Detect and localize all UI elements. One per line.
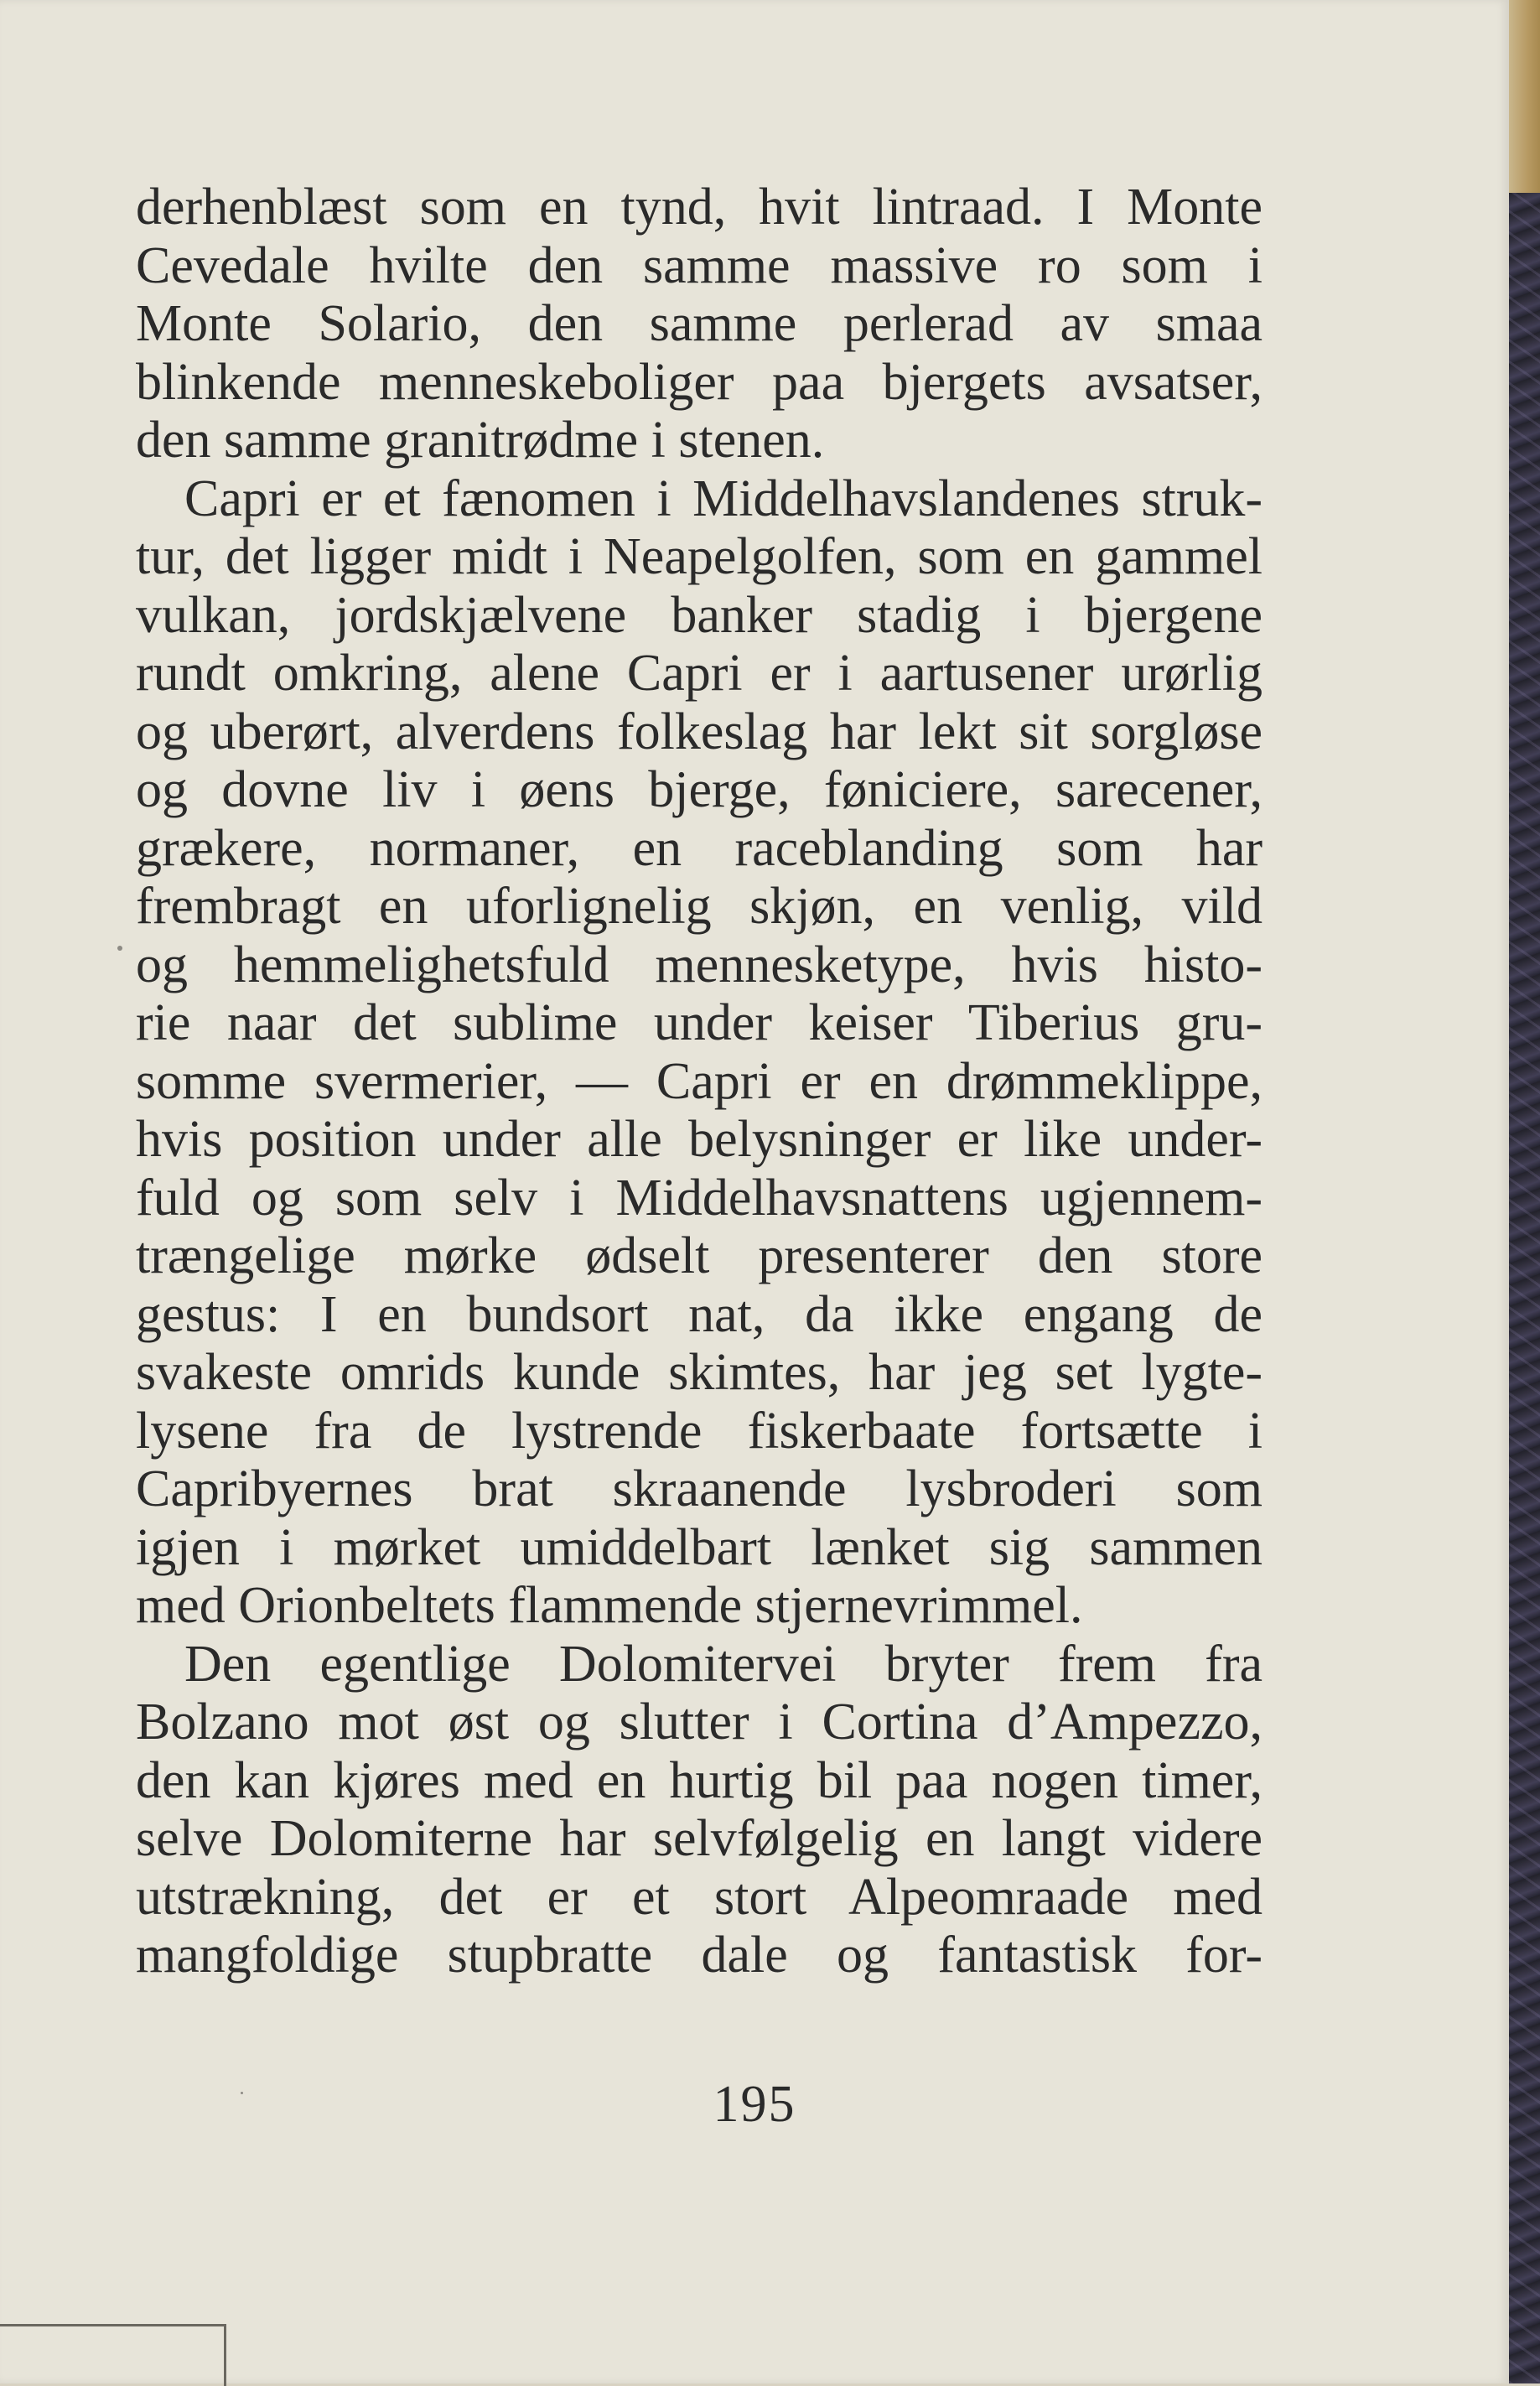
- text-line: rundt omkring, alene Capri er i aartusener urørlig: [136, 645, 1263, 702]
- text-line: vulkan, jordskjælvene banker stadig i bjergene: [136, 586, 1263, 644]
- text-line: den samme granitrødme i stenen.: [136, 412, 825, 469]
- text-line: frembragt en uforlignelig skjøn, en venlig, vild: [136, 878, 1263, 935]
- text-line: blinkende menneskeboliger paa bjergets avsatser,: [136, 353, 1263, 411]
- text-line: tur, det ligger midt i Neapelgolfen, som en gammel: [136, 528, 1263, 585]
- page-number: 195: [713, 2076, 796, 2133]
- text-line: hvis position under alle belysninger er like under-: [136, 1111, 1263, 1168]
- text-line: derhenblæst som en tynd, hvit lintraad. I Monte: [136, 179, 1263, 236]
- text-line: Capri er et fænomen i Middelhavslandenes struk-: [184, 469, 1263, 527]
- text-line: utstrækning, det er et stort Alpeomraade med: [136, 1868, 1263, 1926]
- text-line: gestus: I en bundsort nat, da ikke engang de: [136, 1285, 1263, 1343]
- ink-speck: [117, 946, 122, 951]
- text-line: Den egentlige Dolomitervei bryter frem fra: [184, 1635, 1263, 1693]
- text-line: og dovne liv i øens bjerge, føniciere, sarecener,: [136, 761, 1263, 818]
- text-line: fuld og som selv i Middelhavsnattens ugjennem-: [136, 1169, 1263, 1227]
- text-line: Cevedale hvilte den samme massive ro som i: [136, 236, 1263, 294]
- text-line: med Orionbeltets flammende stjernevrimmel.: [136, 1577, 1083, 1634]
- text-line: Capribyernes brat skraanende lysbroderi som: [136, 1460, 1263, 1517]
- text-line: svakeste omrids kunde skimtes, har jeg set lygte-: [136, 1344, 1263, 1401]
- text-line: og hemmelighetsfuld mennesketype, hvis histo-: [136, 936, 1263, 993]
- text-line: lysene fra de lystrende fiskerbaate fortsætte i: [136, 1402, 1263, 1460]
- text-line: rie naar det sublime under keiser Tiberius gru-: [136, 994, 1263, 1051]
- text-line: den kan kjøres med en hurtig bil paa nogen timer,: [136, 1751, 1263, 1809]
- text-line: grækere, normaner, en raceblanding som har: [136, 819, 1263, 877]
- ink-speck: [241, 2092, 243, 2094]
- text-line: somme svermerier, — Capri er en drømmeklippe,: [136, 1052, 1263, 1110]
- text-line: mangfoldige stupbratte dale og fantastisk for-: [136, 1927, 1263, 1984]
- text-line: og uberørt, alverdens folkeslag har lekt sit sorgløse: [136, 703, 1263, 760]
- text-line: igjen i mørket umiddelbart lænket sig sammen: [136, 1518, 1263, 1576]
- text-line: selve Dolomiterne har selvfølgelig en langt videre: [136, 1810, 1263, 1867]
- text-line: trængelige mørke ødselt presenterer den store: [136, 1227, 1263, 1284]
- body-text: [136, 179, 1263, 1985]
- text-line: Bolzano mot øst og slutter i Cortina d’Ampezzo,: [136, 1694, 1263, 1751]
- page-corner-mark: [0, 2324, 226, 2386]
- text-line: Monte Solario, den samme perlerad av smaa: [136, 295, 1263, 352]
- marbled-cover: [1509, 193, 1540, 2383]
